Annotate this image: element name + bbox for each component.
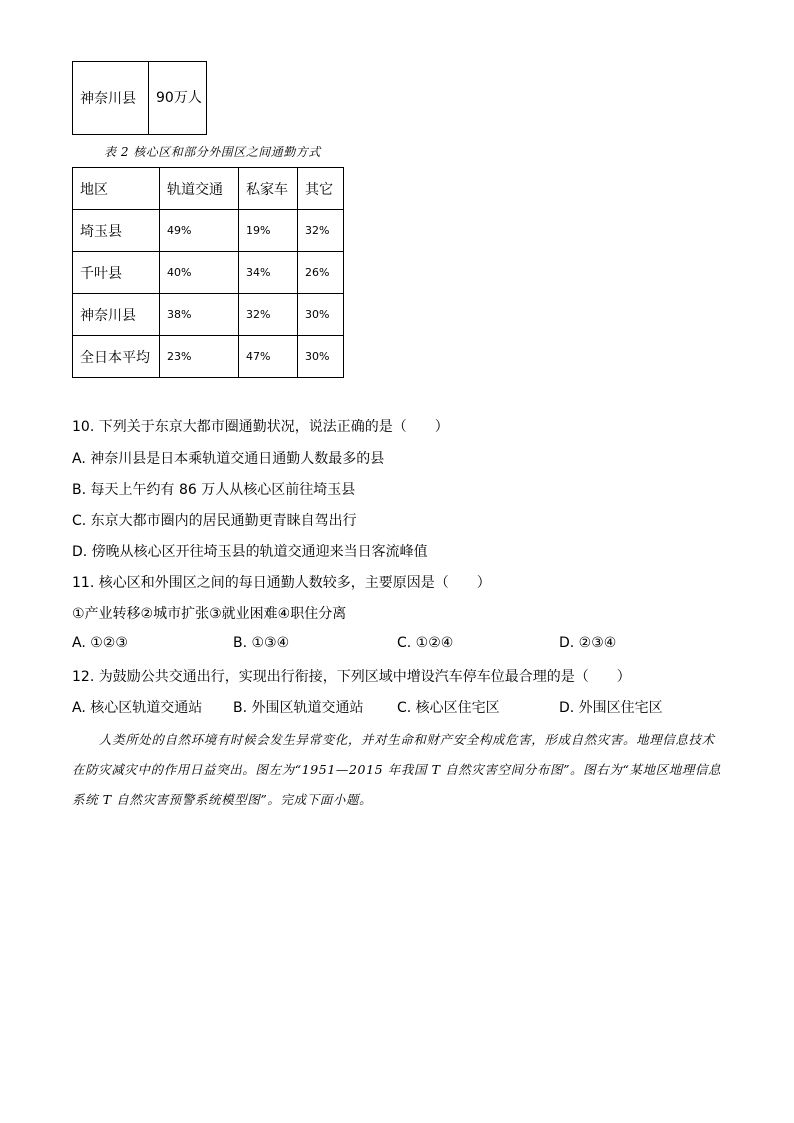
table-header-row	[73, 168, 344, 210]
commute-mode-table	[72, 167, 344, 378]
car-cell: 47%	[239, 336, 298, 378]
header-cell: 轨道交通	[160, 168, 239, 210]
other-cell: 30%	[298, 336, 344, 378]
region-cell: 千叶县	[73, 252, 160, 294]
question-12-option-a: A. 核心区轨道交通站	[72, 700, 203, 716]
population-table-fragment	[72, 61, 207, 135]
question-11-option-b: B. ①③④	[233, 635, 290, 651]
other-cell: 26%	[298, 252, 344, 294]
table-row	[73, 210, 344, 252]
table-caption: 表 2 核心区和部分外围区之间通勤方式	[104, 145, 321, 159]
question-10-option-a: A. 神奈川县是日本乘轨道交通日通勤人数最多的县	[72, 451, 385, 467]
question-11-stem: 11. 核心区和外围区之间的每日通勤人数较多，主要原因是（ ）	[72, 575, 491, 591]
question-11-option-a: A. ①②③	[72, 635, 128, 651]
rail-cell: 40%	[160, 252, 239, 294]
header-cell: 地区	[73, 168, 160, 210]
car-cell: 34%	[239, 252, 298, 294]
question-10-option-b: B. 每天上午约有 86 万人从核心区前往埼玉县	[72, 482, 356, 498]
question-11-option-d: D. ②③④	[559, 635, 617, 651]
table-row	[73, 336, 344, 378]
region-cell: 埼玉县	[73, 210, 160, 252]
table-cell-value: 90万人	[149, 62, 207, 135]
question-11-items: ①产业转移②城市扩张③就业困难④职住分离	[72, 606, 347, 622]
question-12-option-b: B. 外围区轨道交通站	[233, 700, 364, 716]
header-cell: 私家车	[239, 168, 298, 210]
question-10-option-c: C. 东京大都市圈内的居民通勤更青睐自驾出行	[72, 513, 357, 529]
question-10-stem: 10. 下列关于东京大都市圈通勤状况，说法正确的是（ ）	[72, 419, 449, 435]
table-row	[73, 62, 207, 135]
car-cell: 19%	[239, 210, 298, 252]
car-cell: 32%	[239, 294, 298, 336]
question-12-option-d: D. 外围区住宅区	[559, 700, 663, 716]
region-cell: 神奈川县	[73, 294, 160, 336]
question-10-option-d: D. 傍晚从核心区开往埼玉县的轨道交通迎来当日客流峰值	[72, 544, 428, 560]
header-cell: 其它	[298, 168, 344, 210]
question-12-stem: 12. 为鼓励公共交通出行，实现出行衔接，下列区域中增设汽车停车位最合理的是（ ）	[72, 669, 631, 685]
intro-paragraph: 人类所处的自然环境有时候会发生异常变化，并对生命和财产安全构成危害，形成自然灾害。地理信息技术在防灾减灾中的作用日益突出。图左为“1951—2015 年我国 T 自然灾害空间分布图”。图右为“某地区地理信息系统 T 自然灾害预警系统模型图”。完成下面小题。	[72, 732, 722, 807]
region-cell: 全日本平均	[73, 336, 160, 378]
question-11-option-c: C. ①②④	[397, 635, 454, 651]
table-row	[73, 294, 344, 336]
question-12-option-c: C. 核心区住宅区	[397, 700, 500, 716]
table-cell-region: 神奈川县	[73, 62, 149, 135]
table-row	[73, 252, 344, 294]
other-cell: 30%	[298, 294, 344, 336]
rail-cell: 49%	[160, 210, 239, 252]
other-cell: 32%	[298, 210, 344, 252]
rail-cell: 38%	[160, 294, 239, 336]
rail-cell: 23%	[160, 336, 239, 378]
